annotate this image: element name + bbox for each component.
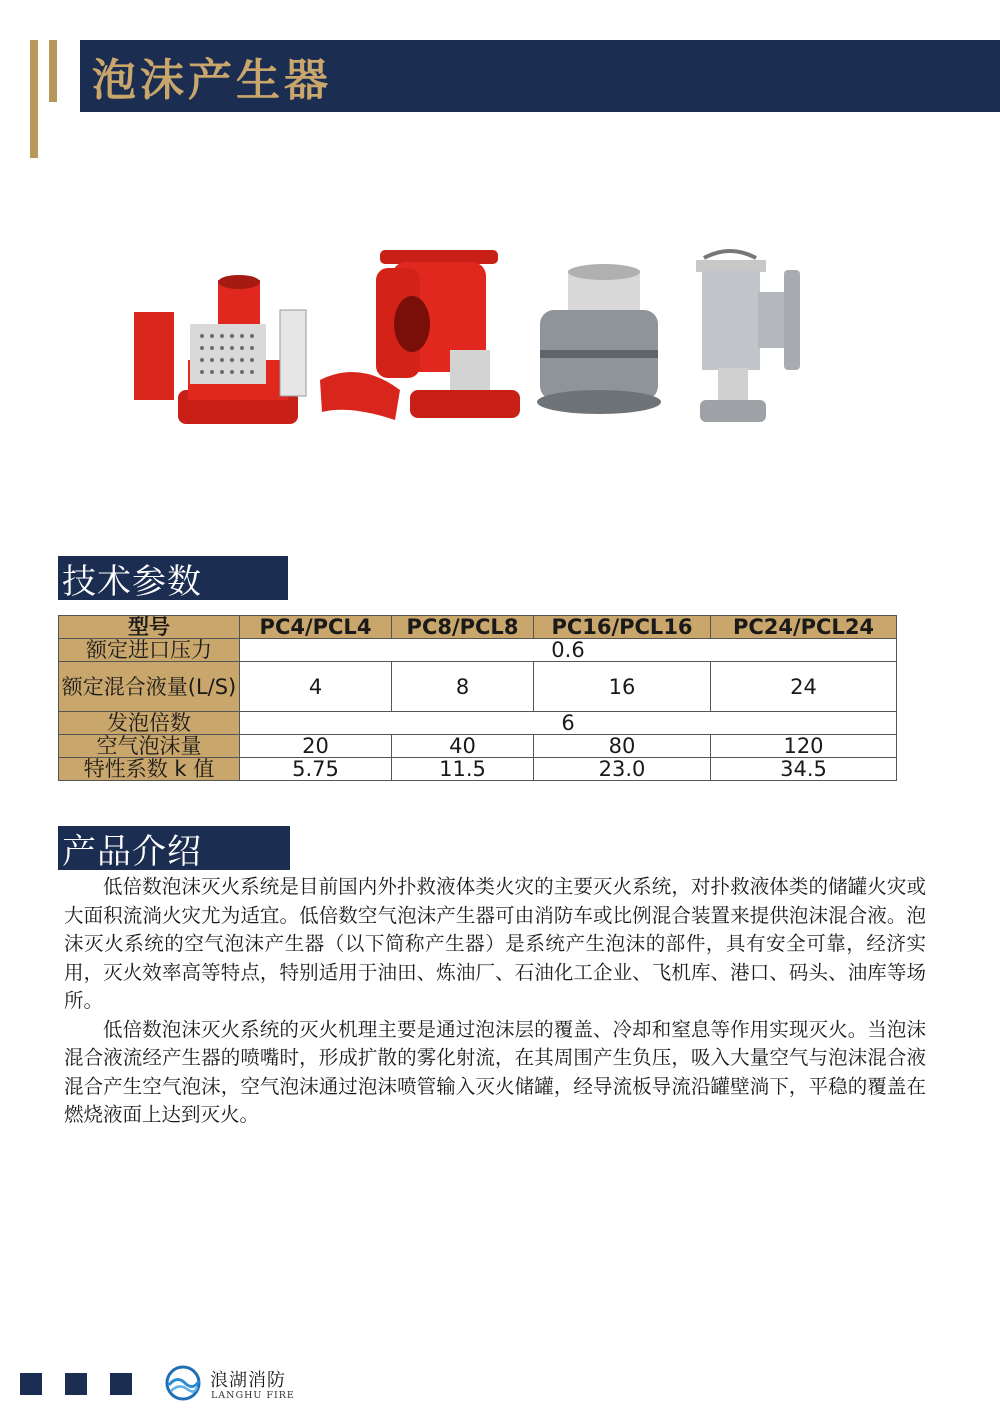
brand-logo-icon [163,1365,203,1401]
intro-body [64,873,926,1130]
row-label: 额定进口压力 [59,639,240,662]
page-title-banner [80,40,1000,112]
table-cell: 24 [711,662,897,712]
product-photo-red-pcl-generator [320,250,520,420]
spec-header-row [59,616,897,639]
page-title: 泡沫产生器 [92,55,332,106]
accent-bar-long [30,40,38,158]
table-cell: 34.5 [711,758,897,781]
brand-name-en: LANGHU FIRE [211,1390,295,1401]
footer-square [110,1373,132,1395]
spec-table [58,615,897,781]
table-cell: 120 [711,735,897,758]
table-row [59,712,897,735]
table-cell: 23.0 [534,758,711,781]
table-row [59,639,897,662]
model-header: PC4/PCL4 [240,616,392,639]
product-photo-red-pc-generator [134,275,306,424]
table-row [59,758,897,781]
intro-section-title: 产品介绍 [62,831,202,872]
intro-paragraph: 低倍数泡沫灭火系统是目前国内外扑救液体类火灾的主要灭火系统，对扑救液体类的储罐火灾或大面积流淌火灾尤为适宜。低倍数空气泡沫产生器可由消防车或比例混合装置来提供泡沫混合液。泡沫灭火系统的空气泡沫产生器（以下简称产生器）是系统产生泡沫的部件，具有安全可靠，经济实用，灭火效率高等特点，特别适用于油田、炼油厂、石油化工企业、飞机库、港口、码头、油库等场所。 [64,875,926,1012]
table-cell: 20 [240,735,392,758]
table-cell: 4 [240,662,392,712]
table-row [59,735,897,758]
model-header: PC16/PCL16 [534,616,711,639]
footer-square [65,1373,87,1395]
spec-section-title: 技术参数 [62,561,202,602]
table-cell: 5.75 [240,758,392,781]
table-cell: 16 [534,662,711,712]
table-corner-label: 型号 [59,616,240,639]
table-cell: 11.5 [392,758,534,781]
footer-square [20,1373,42,1395]
row-label: 空气泡沫量 [59,735,240,758]
model-header: PC24/PCL24 [711,616,897,639]
spec-section-header [58,556,288,600]
table-cell-merged: 0.6 [240,639,897,662]
product-photos [130,240,830,450]
model-header: PC8/PCL8 [392,616,534,639]
intro-paragraph: 低倍数泡沫灭火系统的灭火机理主要是通过泡沫层的覆盖、冷却和窒息等作用实现灭火。当泡沫混合液流经产生器的喷嘴时，形成扩散的雾化射流，在其周围产生负压，吸入大量空气与泡沫混合液混合产生空气泡沫，空气泡沫通过泡沫喷管输入灭火储罐，经导流板导流沿罐壁淌下，平稳的覆盖在燃烧液面上达到灭火。 [64,1017,926,1126]
table-cell: 40 [392,735,534,758]
intro-section-header [58,826,290,870]
product-photo-steel-pc-generator [537,264,661,414]
table-cell: 80 [534,735,711,758]
row-label: 发泡倍数 [59,712,240,735]
row-label: 特性系数 k 值 [59,758,240,781]
table-cell-merged: 6 [240,712,897,735]
accent-bar-short [49,40,57,102]
row-label: 额定混合液量(L/S) [59,662,240,712]
product-photo-steel-pcl-generator [696,251,800,422]
brand-name-cn: 浪湖消防 [210,1370,286,1391]
table-cell: 8 [392,662,534,712]
table-row [59,662,897,712]
